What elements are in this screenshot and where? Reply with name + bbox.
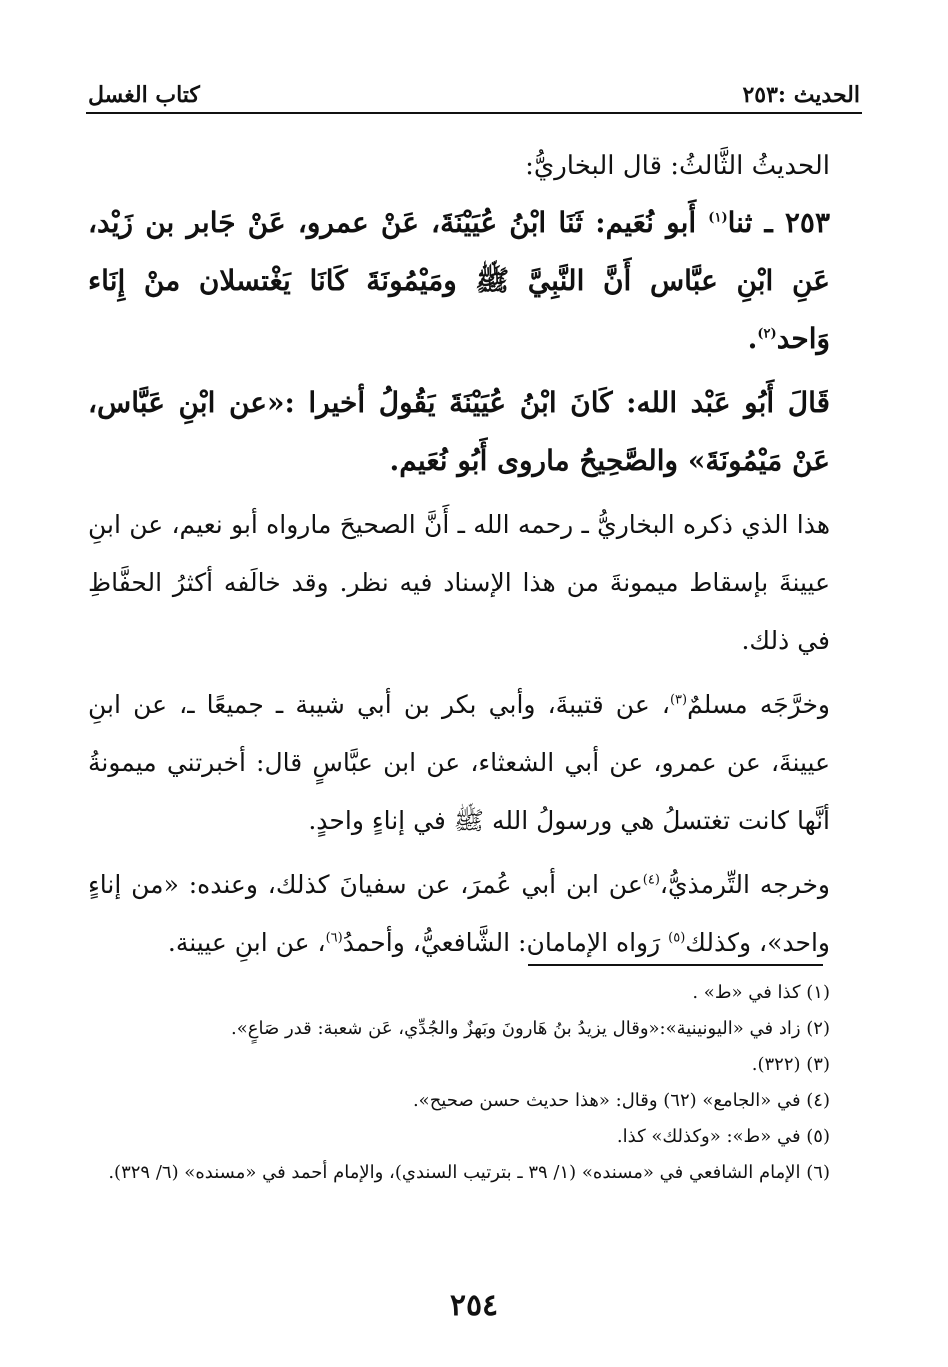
footnote-ref: (٦) [325,930,343,946]
paragraph-text: رَواه الإمامان: الشَّافعيُّ، وأحمدُ [342,928,669,957]
paragraph-text: ، عن قتيبةَ، وأبي بكر بن أبي شيبة ـ جميعًا ـ، عن ابنِ عيينةَ، عن عمرو، عن أبي الشعثاء، عن ابن عبَّاسٍ قال: أخبرتني ميمونةُ أنَّها كانت تغتسلُ هي ورسولُ الله ﷺ في إناءٍ واحدٍ. [88,690,830,835]
commentary-paragraph [88,676,830,850]
hadith-text-part: . [747,322,758,355]
footnote-ref: (٣) [669,692,688,708]
paragraph-text: ، عن ابنِ عيينة. [167,928,326,957]
footnote: (٥) في «ط»: «وكذلك» كذا. [616,1126,830,1147]
footnote-ref: (٥) [668,930,686,946]
running-header [88,74,860,114]
footnote-divider [528,964,823,966]
footnote: (٦) الإمام الشافعي في «مسنده» (١/ ٣٩ ـ بترتيب السندي)، والإمام أحمد في «مسنده» (٦/ ٣٢٩). [108,1162,830,1183]
header-divider [86,112,862,114]
footnote: (٢) زاد في «اليونينية»:«وقال يزيدُ بنُ هَارونَ وبَهزٌ والجُدِّي، عَن شعبة: قدر صَاعٍ». [231,1018,830,1039]
commentary-paragraph: هذا الذي ذكره البخاريُّ ـ رحمه الله ـ أَنَّ الصحيحَ ماروا‌ه أبو نعيم، عن ابنِ عيينةَ بإسقاط ميمونةَ من هذا الإسناد فيه نظر. وقد خالَفه أكثرُ الحفَّاظِ في ذلك. [88,510,830,655]
footnote-ref: (٢) [757,326,777,342]
bukhari-note: قَالَ أَبُو عَبْد الله: كَانَ ابْنُ عُيَيْنَةَ يَقُولُ أخيرا :«عن ابْنِ عَبَّاس، عَنْ مَيْمُونَةَ» والصَّحِيحُ ماروى أَبُو نُعَيم. [88,386,830,477]
footnote-ref: (١) [708,210,728,226]
footnote: (٣) (٣٢٢). [751,1054,830,1075]
footnote: (٤) في «الجامع» (٦٢) وقال: «هذا حديث حسن صحيح». [412,1090,830,1111]
hadith-text-part: أَبو نُعَيم: ثَنَا ابْنُ عُيَيْنَةَ، عَنْ عمرو، عَنْ جَابر بن زَيْد، عَنِ ابْنِ عبَّاس أَنَّ النَّبِيَّ ﷺ ومَيْمُونَةَ كَانَا يَغْتسلان منْ إِنَاء وَاحد [88,206,830,355]
hadith-text [88,194,830,368]
hadith-number-header: الحديث :٢٥٣ [742,82,860,108]
main-text [88,138,830,972]
paragraph-text: عن ابن أبي عُمرَ، عن سفيانَ كذلك، وعنده: «من إناءٍ واحد»، وكذلك [88,870,830,957]
hadith-text-part: ٢٥٣ ـ ثنا [727,206,830,239]
paragraph-text: وخرَّجَه مسلمٌ [687,690,830,719]
commentary-paragraph [88,856,830,972]
footnote: (١) كذا في «ط» . [692,982,830,1003]
page-number: ٢٥٤ [449,1288,499,1323]
paragraph-text: وخرجه التِّرمذيُّ، [659,870,830,899]
footnotes [88,978,830,1194]
footnote-ref: (٤) [642,872,660,888]
chapter-title-header: كتاب الغسل [88,82,200,108]
section-heading: الحديثُ الثَّالثُ: قال البخاريُّ: [525,151,830,181]
